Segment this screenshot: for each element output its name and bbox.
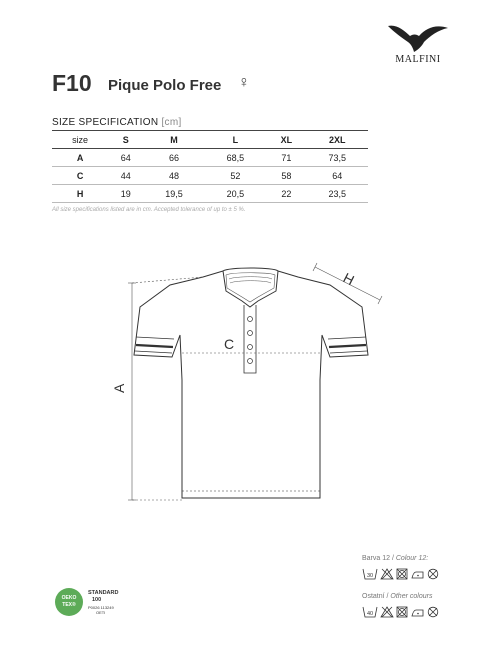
table-header-row <box>52 131 368 149</box>
oeko-cert-number: P0026 113249 <box>88 605 114 610</box>
label-a: A <box>111 383 127 393</box>
no-bleach-icon <box>380 568 394 580</box>
table-cell: 22 <box>266 185 306 203</box>
table-header: 2XL <box>307 131 368 149</box>
table-cell: 19 <box>108 185 143 203</box>
table-cell: 23,5 <box>307 185 368 203</box>
tolerance-note: All size specifications listed are in cm. Accepted tolerance of up to ± 5 %. <box>52 207 246 213</box>
iron-icon <box>410 568 425 580</box>
table-cell: 20,5 <box>205 185 266 203</box>
label-h: H <box>340 269 357 289</box>
oeko-institute: OETI <box>96 610 106 615</box>
table-cell: 64 <box>307 167 368 185</box>
wash-tub-icon <box>362 606 378 618</box>
care-label-cz: Ostatní / <box>362 593 389 600</box>
no-tumble-dry-icon <box>396 606 408 618</box>
brand-logo <box>378 22 458 65</box>
care-icons-colour12 <box>362 568 439 580</box>
oeko-logo-text: OEKO <box>61 595 77 601</box>
table-cell: 73,5 <box>307 149 368 167</box>
table-cell: A <box>52 149 108 167</box>
table-header: XL <box>266 131 306 149</box>
label-c: C <box>224 336 235 352</box>
no-tumble-dry-icon <box>396 568 408 580</box>
spec-title-text: SIZE SPECIFICATION <box>52 117 159 128</box>
no-bleach-icon <box>380 606 394 618</box>
care-label-cz: Barva 12 / <box>362 555 394 562</box>
care-label-en: Other colours <box>390 593 433 600</box>
table-cell: 71 <box>266 149 306 167</box>
table-row <box>52 149 368 167</box>
no-dry-clean-icon <box>427 568 439 580</box>
gender-symbol: ♀ <box>238 74 250 91</box>
table-cell: 64 <box>108 149 143 167</box>
no-dry-clean-icon <box>427 606 439 618</box>
oeko-standard-label: STANDARD <box>88 590 119 596</box>
oeko-certificate <box>88 605 114 615</box>
iron-icon <box>410 606 425 618</box>
wash-temp: 30 <box>366 573 374 579</box>
spec-unit: [cm] <box>161 117 182 128</box>
table-cell: 58 <box>266 167 306 185</box>
table-header: size <box>52 131 108 149</box>
care-label-colour12 <box>362 555 428 562</box>
table-row <box>52 185 368 203</box>
oeko-standard-number: 100 <box>92 597 102 603</box>
oeko-standard <box>88 590 118 604</box>
brand-name: MALFINI <box>395 54 441 65</box>
table-cell: H <box>52 185 108 203</box>
table-cell: 66 <box>143 149 204 167</box>
table-cell: C <box>52 167 108 185</box>
bird-logo-icon <box>386 22 450 54</box>
oeko-tex-logo <box>55 588 83 616</box>
shirt-outline <box>134 268 368 498</box>
placket-buttons <box>248 317 253 364</box>
table-header: S <box>108 131 143 149</box>
product-name: Pique Polo Free <box>108 77 222 94</box>
table-row <box>52 167 368 185</box>
care-label-other <box>362 593 432 600</box>
table-header: M <box>143 131 204 149</box>
table-cell: 68,5 <box>205 149 266 167</box>
care-icons-other <box>362 606 439 618</box>
care-label-en: Colour 12: <box>395 555 429 562</box>
oeko-logo-text: TEX® <box>62 602 76 608</box>
table-cell: 19,5 <box>143 185 204 203</box>
polo-shirt-diagram <box>110 255 400 510</box>
table-cell: 44 <box>108 167 143 185</box>
wash-temp: 40 <box>366 611 374 617</box>
table-cell: 52 <box>205 167 266 185</box>
size-table <box>52 130 368 203</box>
spec-title <box>52 117 182 128</box>
wash-tub-icon <box>362 568 378 580</box>
table-cell: 48 <box>143 167 204 185</box>
product-code: F10 <box>52 70 92 96</box>
table-header: L <box>205 131 266 149</box>
